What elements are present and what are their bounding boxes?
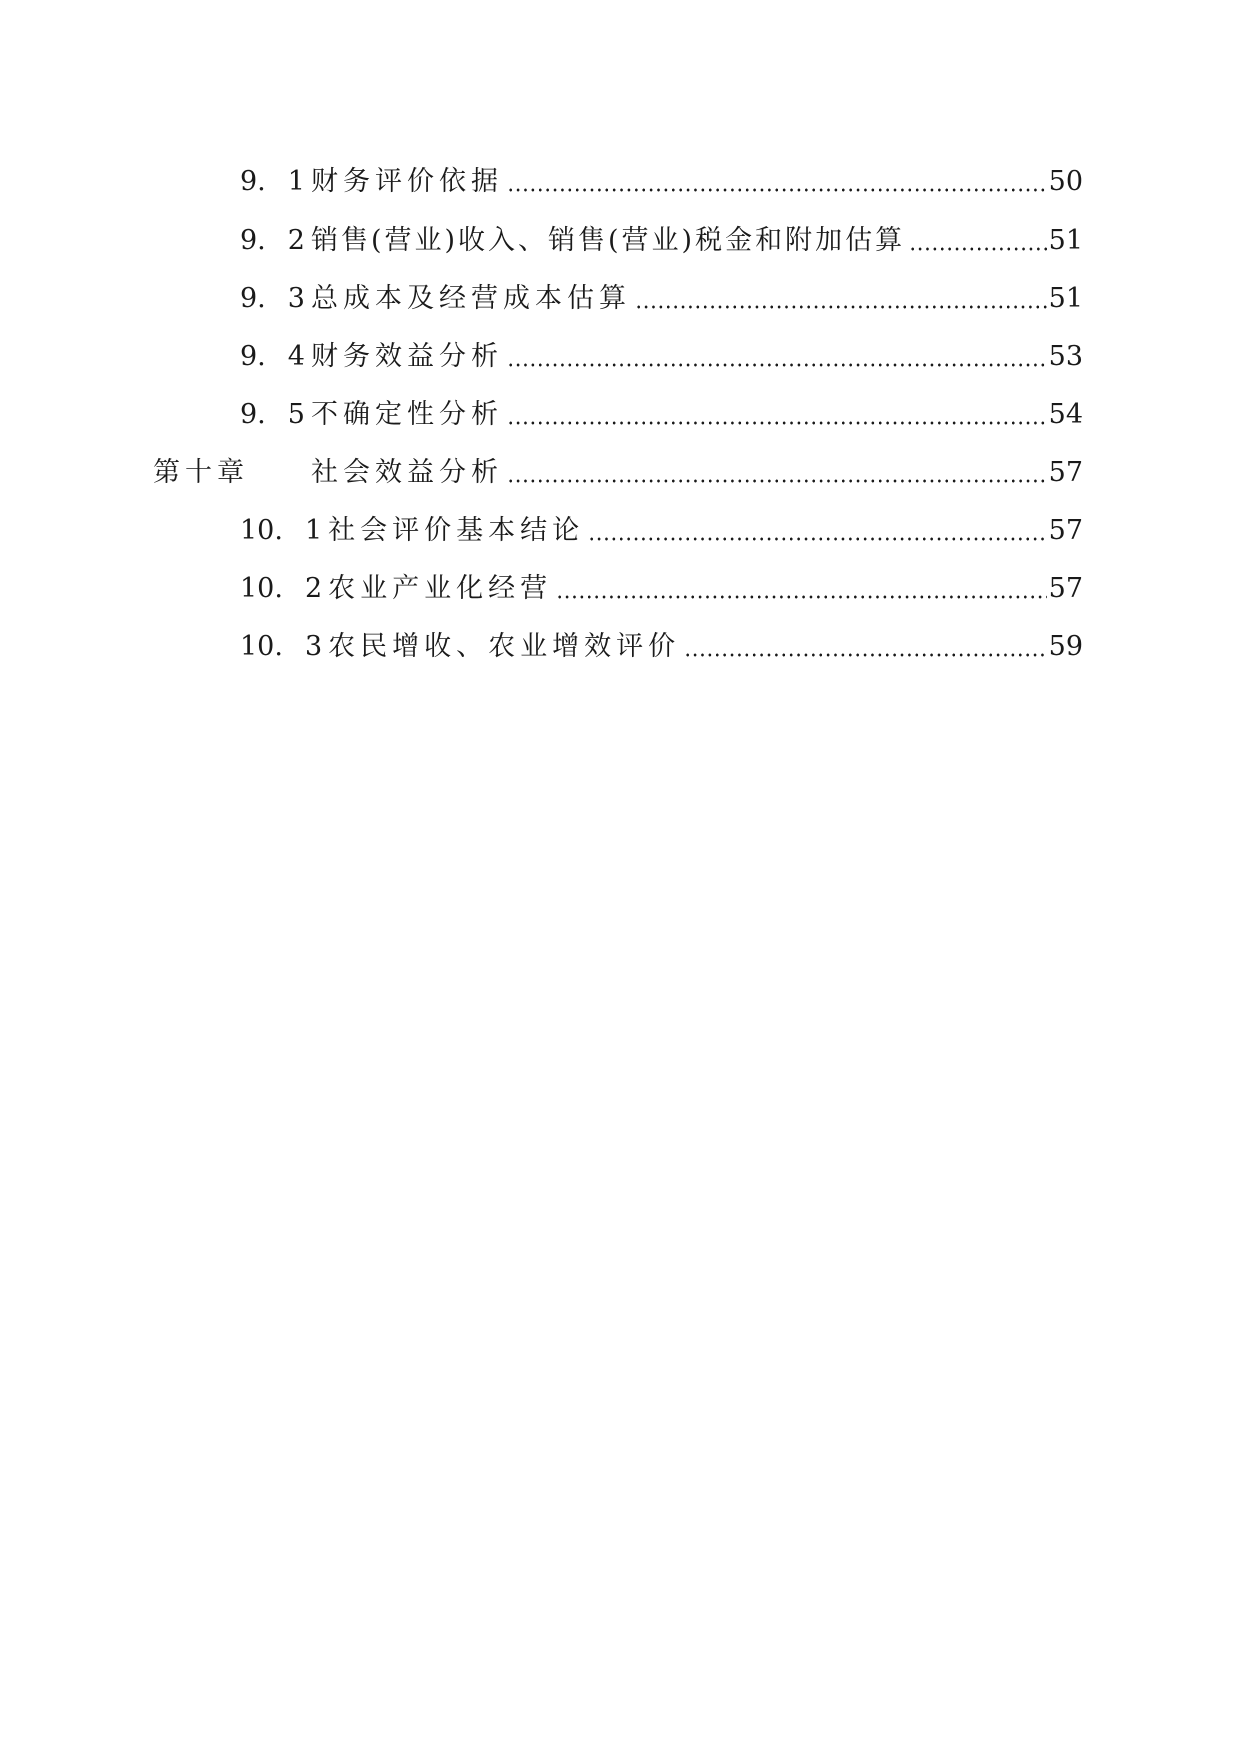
page-number: 57 [1048,573,1083,604]
page-number: 57 [1048,515,1083,546]
page-number: 51 [1048,283,1083,314]
section-title: 财务效益分析 [310,341,503,372]
dot-leader [909,246,1047,252]
dot-leader [507,362,1047,368]
section-number: 9. 2 [240,225,305,256]
section-number: 10. 3 [240,631,323,662]
section-number: 9. 5 [240,399,305,430]
dot-leader [507,420,1047,426]
section-number: 10. 1 [240,515,323,546]
dot-leader [507,478,1047,484]
dot-leader [684,652,1047,658]
section-number: 9. 1 [240,166,305,197]
chapter-title: 社会效益分析 [311,457,503,488]
page-number: 51 [1048,225,1083,256]
chapter-number: 第十章 [153,457,249,488]
toc-entry-10-2[interactable] [240,569,1083,609]
dot-leader [635,304,1047,310]
dot-leader [507,187,1047,193]
toc-entry-10-3[interactable] [240,627,1083,667]
section-number: 10. 2 [240,573,323,604]
section-number: 9. 3 [240,283,305,314]
dot-leader [556,594,1047,600]
section-title: 不确定性分析 [310,399,503,430]
toc-entry-9-3[interactable] [240,279,1083,319]
toc-entry-9-4[interactable] [240,337,1083,377]
page-number: 59 [1048,631,1083,662]
section-title: 农业产业化经营 [328,573,553,604]
section-title: 农民增收、农业增效评价 [328,631,681,662]
section-title: 销售(营业)收入、销售(营业)税金和附加估算 [310,225,906,256]
page-number: 50 [1048,166,1083,197]
section-title: 总成本及经营成本估算 [310,283,631,314]
toc-entry-9-2[interactable] [240,221,1083,261]
section-number: 9. 4 [240,341,305,372]
page-number: 53 [1048,341,1083,372]
page-number: 54 [1048,399,1083,430]
section-title: 社会评价基本结论 [328,515,585,546]
toc-entry-9-5[interactable] [240,395,1083,435]
section-title: 财务评价依据 [310,166,503,197]
toc-entry-9-1[interactable] [240,162,1083,202]
toc-entry-chapter-10[interactable] [153,453,1083,493]
page-number: 57 [1048,457,1083,488]
toc-entry-10-1[interactable] [240,511,1083,551]
dot-leader [588,536,1047,542]
